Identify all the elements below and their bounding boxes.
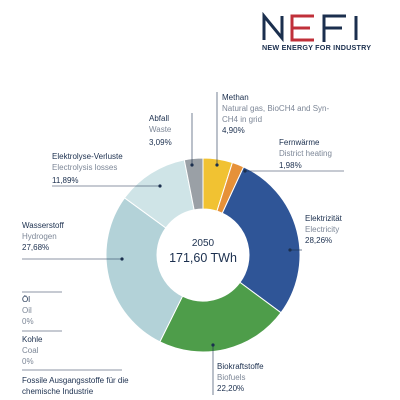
- label-wasserstoff-value: 27,68%: [22, 243, 50, 252]
- logo-subtitle: NEW ENERGY FOR INDUSTRY: [262, 43, 372, 52]
- chart-center: [148, 237, 258, 266]
- leader-dot-biokraftstoffe: [211, 343, 214, 346]
- label-wasserstoff-en: Hydrogen: [22, 232, 57, 241]
- label-elektrizitaet: [305, 213, 395, 246]
- label-abfall-value: 3,09%: [149, 138, 172, 147]
- label-methan-en: Natural gas, BioCH4 and Syn-CH4 in grid: [222, 104, 330, 124]
- label-elektrolyse-en: Electrolysis losses: [52, 163, 118, 172]
- label-oel: [22, 294, 102, 327]
- label-fossile: [22, 375, 132, 397]
- leader-dot-abfall: [190, 163, 193, 166]
- label-biokraftstoffe-de: Biokraftstoffe: [217, 362, 264, 371]
- label-fernwaerme-en: District heating: [279, 149, 332, 158]
- label-biokraftstoffe-en: Biofuels: [217, 373, 246, 382]
- label-wasserstoff-de: Wasserstoff: [22, 221, 64, 230]
- label-elektrolyse-de: Elektrolyse-Verluste: [52, 152, 123, 161]
- label-biokraftstoffe: [217, 361, 327, 394]
- leader-dot-fernwaerme: [243, 169, 246, 172]
- label-elektrizitaet-value: 28,26%: [305, 236, 333, 245]
- label-methan-value: 4,90%: [222, 126, 245, 135]
- label-abfall-de: Abfall: [149, 114, 170, 123]
- label-fernwaerme: [279, 137, 389, 171]
- label-elektrizitaet-en: Electricity: [305, 225, 340, 234]
- label-fernwaerme-de: Fernwärme: [279, 138, 320, 147]
- label-kohle-de: Kohle: [22, 335, 43, 344]
- label-elektrolyse-value: 11,89%: [52, 176, 79, 185]
- center-year: 2050: [191, 238, 215, 249]
- label-methan-de: Methan: [222, 93, 249, 102]
- label-kohle-en: Coal: [22, 346, 39, 355]
- label-fossile-de: Fossile Ausgangsstoffe für die chemische Industrie: [22, 376, 129, 396]
- label-elektrizitaet-de: Elektrizität: [305, 214, 342, 223]
- label-oel-de: Öl: [22, 295, 30, 304]
- label-fernwaerme-value: 1,98%: [279, 161, 302, 170]
- label-oel-value: 0%: [22, 317, 34, 326]
- label-abfall-en: Waste: [149, 125, 172, 134]
- label-abfall: [149, 113, 219, 148]
- label-oel-en: Oil: [22, 306, 32, 315]
- leader-dot-methan: [215, 163, 218, 166]
- label-kohle: [22, 334, 102, 367]
- center-total: 171,60 TWh: [169, 251, 237, 265]
- leader-dot-elektrizitaet: [288, 248, 291, 251]
- label-wasserstoff: [22, 220, 112, 253]
- label-kohle-value: 0%: [22, 357, 34, 366]
- leader-dot-wasserstoff: [120, 257, 123, 260]
- label-elektrolyse: [52, 151, 162, 186]
- label-methan: [222, 92, 372, 136]
- label-biokraftstoffe-value: 22,20%: [217, 384, 245, 393]
